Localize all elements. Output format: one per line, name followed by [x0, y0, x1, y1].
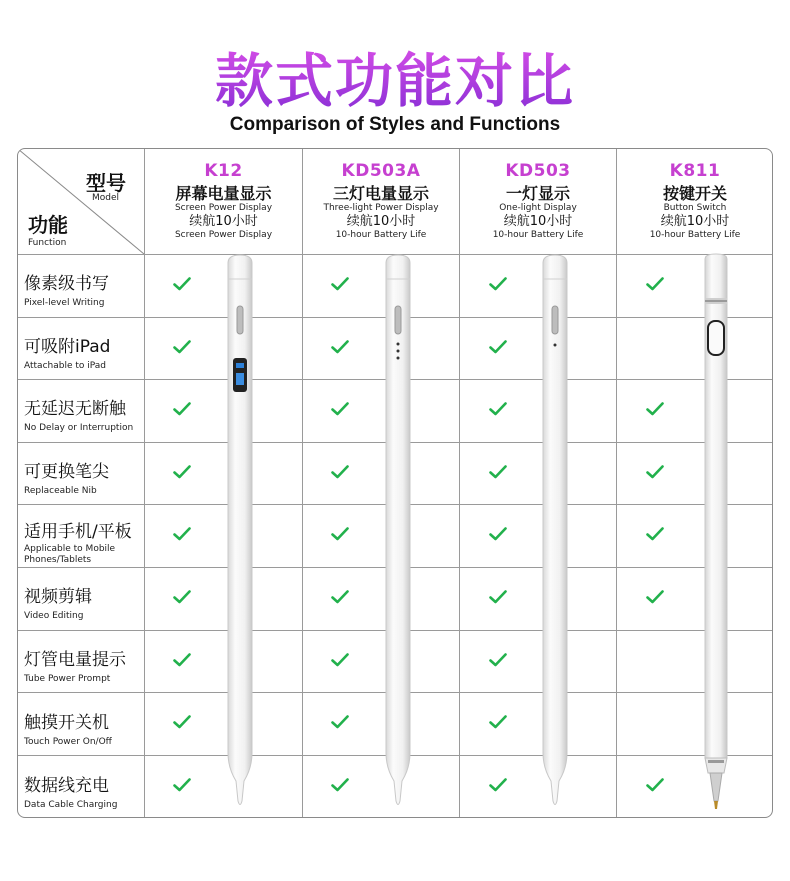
stylus-kd503a-image [380, 253, 416, 813]
row-label-en: No Delay or Interruption [24, 423, 134, 433]
check-icon [646, 402, 664, 416]
column-header-kd503a [303, 149, 459, 254]
header-model-label-en: Model [92, 193, 120, 203]
row-label-en: Applicable to Mobile Phones/Tablets [24, 544, 116, 565]
model-name: KD503A [341, 161, 421, 181]
check-icon [331, 590, 349, 604]
check-icon [331, 778, 349, 792]
row-label [24, 274, 144, 309]
check-icon [646, 778, 664, 792]
row-label-cn: 适用手机/平板 [24, 522, 132, 542]
row-label-cn: 触摸开关机 [24, 713, 109, 733]
check-icon [173, 653, 191, 667]
header-function-label: 功能 [28, 213, 68, 237]
row-label-cn: 灯管电量提示 [24, 650, 126, 670]
row-label-cn: 可更换笔尖 [24, 462, 109, 482]
stylus-k811-image [698, 253, 734, 813]
check-icon [489, 715, 507, 729]
battery-life-en: 10-hour Battery Life [649, 230, 741, 240]
row-label-en: Attachable to iPad [24, 361, 106, 371]
battery-life: 续航10小时 [503, 214, 573, 229]
check-icon [646, 527, 664, 541]
check-icon [173, 277, 191, 291]
check-icon [489, 465, 507, 479]
check-icon [489, 590, 507, 604]
row-label-cn: 可吸附iPad [24, 337, 111, 357]
check-icon [331, 653, 349, 667]
feature-title: 三灯电量显示 [332, 184, 429, 203]
check-icon [646, 465, 664, 479]
stylus-kd503-image [537, 253, 573, 813]
model-name: K811 [669, 161, 721, 181]
model-name: K12 [204, 161, 243, 181]
check-icon [173, 465, 191, 479]
row-label [24, 337, 144, 372]
check-icon [331, 527, 349, 541]
check-icon [173, 715, 191, 729]
check-icon [489, 527, 507, 541]
row-label [24, 650, 144, 685]
model-name: KD503 [505, 161, 571, 181]
battery-life: 续航10小时 [189, 214, 258, 229]
row-label-en: Tube Power Prompt [24, 674, 111, 684]
check-icon [489, 653, 507, 667]
row-label-en: Data Cable Charging [24, 800, 118, 810]
check-icon [173, 402, 191, 416]
check-icon [331, 277, 349, 291]
page-subtitle: Comparison of Styles and Functions [229, 114, 561, 135]
check-icon [331, 465, 349, 479]
row-label [24, 587, 144, 622]
row-label-cn: 视频剪辑 [24, 587, 92, 607]
feature-title: 按键开关 [662, 184, 727, 203]
row-label [24, 462, 144, 497]
feature-title: 一灯显示 [505, 184, 570, 203]
check-icon [331, 340, 349, 354]
row-label-en: Pixel-level Writing [24, 298, 105, 308]
column-header-k811 [617, 149, 773, 254]
battery-life-en: 10-hour Battery Life [492, 230, 584, 240]
check-icon [173, 778, 191, 792]
row-label [24, 776, 144, 811]
check-icon [646, 590, 664, 604]
check-icon [489, 340, 507, 354]
row-label [24, 713, 144, 748]
check-icon [173, 527, 191, 541]
header-function-label-en: Function [28, 238, 67, 248]
check-icon [331, 715, 349, 729]
feature-title-en: Button Switch [663, 203, 727, 213]
page-title: 款式功能对比 [0, 48, 790, 114]
battery-life-en: Screen Power Display [174, 230, 273, 240]
check-icon [331, 402, 349, 416]
stylus-k12-image [222, 253, 258, 813]
check-icon [173, 340, 191, 354]
row-label-cn: 数据线充电 [24, 776, 109, 796]
row-label [24, 522, 144, 566]
row-label [24, 399, 144, 434]
row-label-cn: 无延迟无断触 [24, 399, 126, 419]
column-header-k12 [145, 149, 302, 254]
column-header-kd503 [460, 149, 616, 254]
feature-title-en: Three-light Power Display [323, 203, 439, 213]
battery-life: 续航10小时 [346, 214, 416, 229]
comparison-table [17, 148, 773, 818]
row-label-en: Video Editing [24, 611, 84, 621]
feature-title: 屏幕电量显示 [175, 184, 272, 203]
check-icon [489, 402, 507, 416]
row-label-en: Touch Power On/Off [24, 737, 112, 747]
feature-title-en: One-light Display [499, 203, 577, 213]
check-icon [489, 277, 507, 291]
check-icon [646, 277, 664, 291]
battery-life: 续航10小时 [660, 214, 730, 229]
row-label-en: Replaceable Nib [24, 486, 97, 496]
check-icon [489, 778, 507, 792]
check-icon [173, 590, 191, 604]
header-model-label: 型号 [86, 171, 126, 195]
row-label-cn: 像素级书写 [24, 274, 109, 294]
battery-life-en: 10-hour Battery Life [335, 230, 427, 240]
feature-title-en: Screen Power Display [174, 203, 273, 213]
